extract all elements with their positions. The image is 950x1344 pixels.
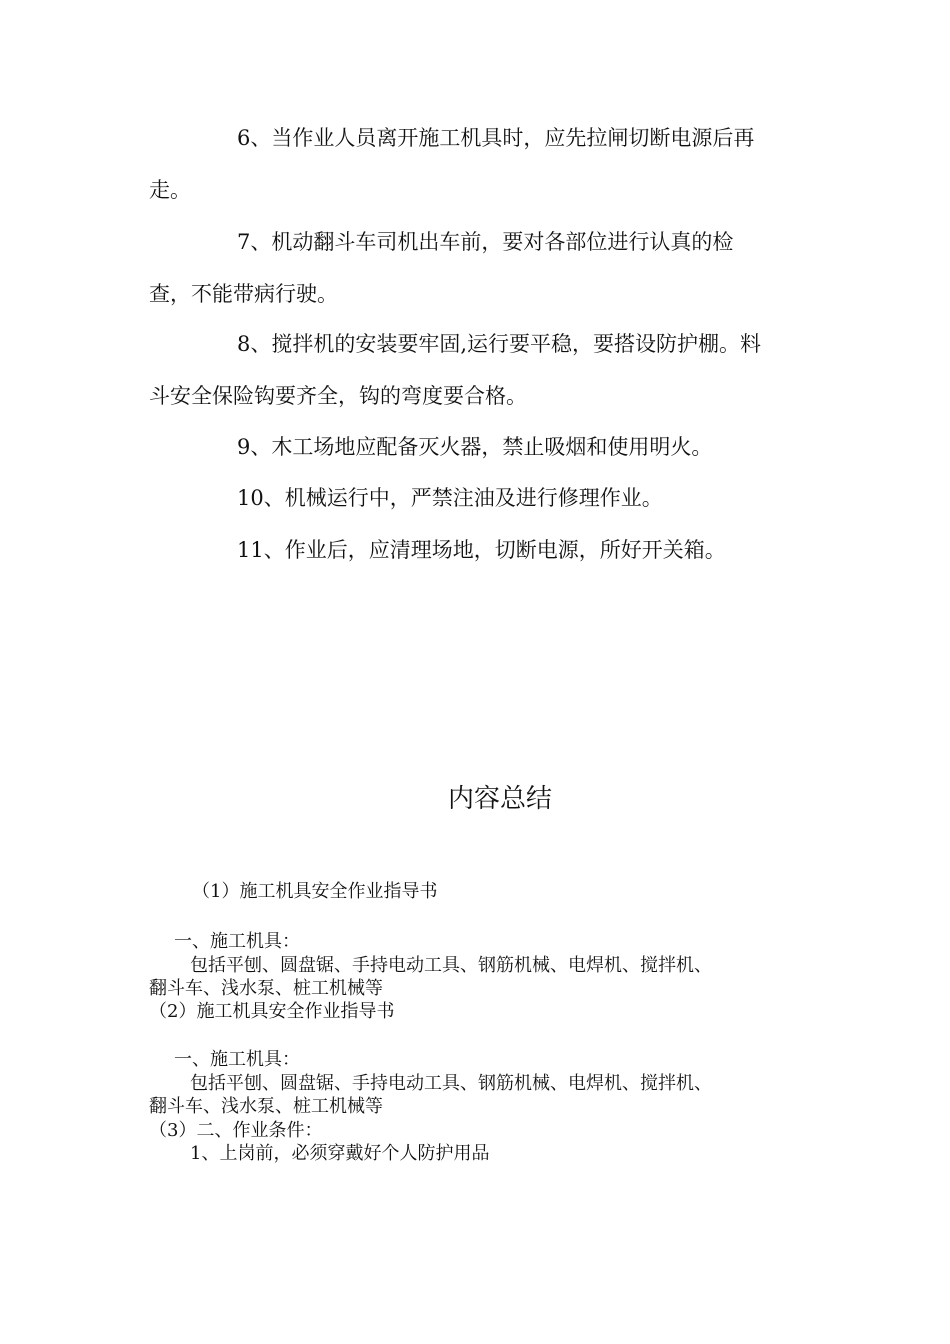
section-1-text-line-1: 包括平刨、圆盘锯、手持电动工具、钢筋机械、电焊机、搅拌机、	[190, 955, 712, 976]
section-1-subheading: 一、施工机具：	[174, 931, 300, 952]
section-2-heading: （2）施工机具安全作业指导书	[149, 1001, 395, 1022]
section-3-text-line-1: 1、上岗前，必须穿戴好个人防护用品	[190, 1143, 490, 1164]
item-10: 10、机械运行中，严禁注油及进行修理作业。	[237, 486, 663, 510]
section-2-subheading: 一、施工机具：	[174, 1049, 300, 1070]
summary-title: 内容总结	[448, 784, 553, 814]
section-2-text-line-1: 包括平刨、圆盘锯、手持电动工具、钢筋机械、电焊机、搅拌机、	[190, 1073, 712, 1094]
item-7-line-2: 查，不能带病行驶。	[149, 282, 338, 306]
item-6-line-1: 6、当作业人员离开施工机具时，应先拉闸切断电源后再	[237, 126, 755, 150]
item-9: 9、木工场地应配备灭火器，禁止吸烟和使用明火。	[237, 435, 713, 459]
item-8-line-2: 斗安全保险钩要齐全，钩的弯度要合格。	[149, 384, 527, 408]
item-6-line-2: 走。	[149, 178, 191, 202]
item-7-line-1: 7、机动翻斗车司机出车前，要对各部位进行认真的检	[237, 230, 734, 254]
item-8-line-1: 8、搅拌机的安装要牢固,运行要平稳，要搭设防护棚。料	[237, 332, 762, 356]
section-3-heading: （3）二、作业条件：	[149, 1120, 323, 1141]
section-1-heading: （1）施工机具安全作业指导书	[192, 881, 438, 902]
section-1-text-line-2: 翻斗车、浅水泵、桩工机械等	[149, 978, 383, 999]
section-2-text-line-2: 翻斗车、浅水泵、桩工机械等	[149, 1096, 383, 1117]
item-11: 11、作业后，应清理场地，切断电源，所好开关箱。	[237, 538, 726, 562]
